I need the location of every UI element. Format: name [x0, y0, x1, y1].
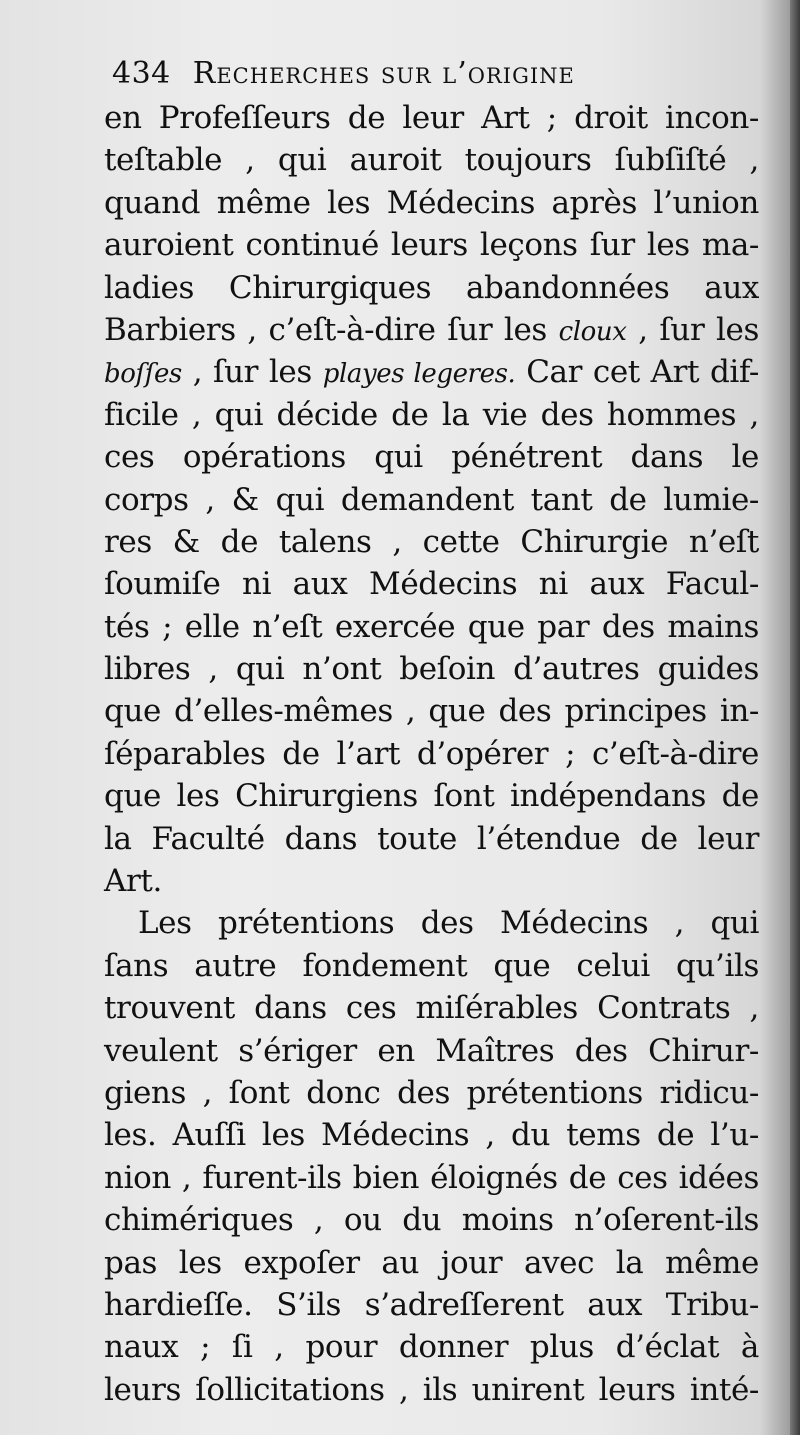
text-line: ſans autre fondement que celui qu’ils [104, 947, 759, 984]
text-line: auroient continué leurs leçons ſur les ma- [104, 227, 759, 264]
text-line: giens , ſont donc des prétentions ridicu- [104, 1074, 759, 1111]
italic-term: boſſes [104, 359, 182, 390]
text-line [104, 309, 759, 351]
text-line: nion , furent-ils bien éloignés de ces idées [104, 1159, 759, 1196]
text-line: naux ; ſi , pour donner plus d’éclat à [104, 1329, 759, 1366]
text-line: corps , & qui demandent tant de lumie- [104, 481, 759, 518]
italic-term: playes legeres. [322, 359, 516, 390]
text-line: chimériques , ou du moins n’oſerent-ils [104, 1202, 759, 1239]
text-line: pas les expoſer au jour avec la même [104, 1244, 759, 1281]
text-line: Les prétentions des Médecins , qui [138, 905, 759, 942]
text-line: ſéparables de l’art d’opérer ; c’eſt-à-dire [104, 735, 759, 772]
text-line: que d’elles-mêmes , que des principes in- [104, 693, 759, 730]
text-line: les. Auſſi les Médecins , du tems de l’u- [104, 1117, 759, 1154]
text-line: res & de talens , cette Chirurgie n’eſt [104, 523, 759, 560]
text-segment: , ſur les [181, 354, 323, 391]
text-line: que les Chirurgiens ſont indépendans de [104, 778, 759, 815]
italic-term: cloux [558, 316, 627, 347]
text-line: quand même les Médecins après l’union [104, 184, 759, 221]
text-segment: , ſur les [626, 311, 760, 348]
running-header [112, 52, 752, 96]
text-line [104, 351, 759, 393]
text-line: ces opérations qui pénétrent dans le [104, 439, 759, 476]
text-line: libres , qui n’ont beſoin d’autres guides [104, 651, 759, 688]
text-body [104, 97, 759, 1411]
text-segment: Barbiers , c’eſt-à-dire ſur les [104, 311, 559, 348]
text-line: leurs ſollicitations , ils unirent leurs inté- [104, 1371, 759, 1408]
page-edge-shadow [790, 0, 800, 1435]
text-line: la Faculté dans toute l’étendue de leur [104, 820, 759, 857]
page-number: 434 [112, 56, 171, 91]
text-segment: Car cet Art dif- [515, 354, 759, 391]
text-line: teſtable , qui auroit toujours ſubſiſté , [104, 142, 759, 179]
text-line: tés ; elle n’eſt exercée que par des mains [104, 608, 759, 645]
text-line: Art. [104, 863, 162, 900]
text-line: ſoumiſe ni aux Médecins ni aux Facul- [104, 566, 759, 603]
text-line: ficile , qui décide de la vie des hommes , [104, 396, 759, 433]
text-line: hardieſſe. S’ils s’adreſſerent aux Tribu- [104, 1286, 759, 1323]
running-title: Recherches sur l’origine [192, 56, 575, 91]
text-line: veulent s’ériger en Maîtres des Chirur- [104, 1032, 759, 1069]
text-line: trouvent dans ces miſérables Contrats , [104, 990, 759, 1027]
text-line: ladies Chirurgiques abandonnées aux [104, 269, 759, 306]
text-line: en Profeſſeurs de leur Art ; droit incon- [104, 100, 759, 136]
